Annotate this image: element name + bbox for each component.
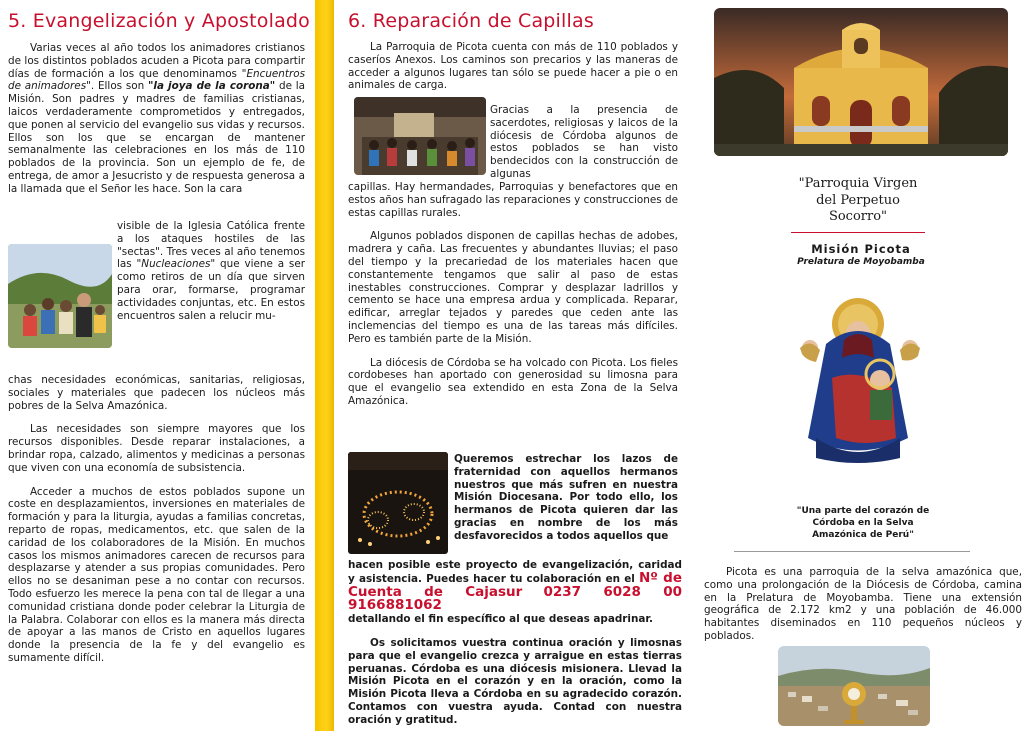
photo-children-group: [8, 244, 112, 348]
col2-wrap-text: [490, 104, 678, 181]
chapel-interior-illustration: [354, 97, 486, 175]
paragraph-animadores: Varias veces al año todos los animadores cristianos de los distintos poblados acuden a Picota para compartir días de formación a los que denominamos "Encuentros de animadores". Ellos son "la joya de la corona" de la Misión. Son padres y madres de familias cristianas, laicos verdaderamente comprometidos y entregados, que ponen al servicio del evangelio sus vidas y recursos. Ellos son los que se encargan de mantener semanalmente las celebraciones en los más de 110 poblados de la provincia. Son un ejemplo de fe, de entrega, de amor a Jesucristo y de respuesta generosa a la llamada que el Señor les hace. Son la cara: [8, 42, 305, 195]
column-evangelizacion: [0, 0, 315, 731]
town-aerial-illustration: [778, 646, 930, 726]
paragraph-acceder: Acceder a muchos de estos poblados supone un coste en desplazamientos, inversiones en materiales de formación y para la liturgia, ayudas a familias concretas, reparto de ropas, medicamentos, etc. que salen de la caridad de los colaboradores de la Misión. En muchos casos los mismos animadores carecen de recursos para desplazarse y atender a sus propias comunidades. Pero ellos no se desaniman pese a no contar con recursos. Todo esfuerzo les merece la pena con tal de llegar a una comunidad cristiana donde poder celebrar la Liturgia de la Palabra. Colaborar con ellos es la manera más directa de apoyar a las manos de Cristo en aquellos lugares donde la presencia de la fe y del evangelio es sumamente difícil.: [8, 485, 305, 664]
paragraph-adobes: Algunos poblados disponen de capillas hechas de adobes, madrera y caña. Las frecuentes y abundantes lluvias; el paso del tiempo y la precariedad de los materiales hacen que constantemente tengamos que salir al paso de estas inestables construcciones. Comprar y desplazar ladrillos y cemento se hace una empresa ardua y complicada. Reparar, edificar, arreglar tejados y paredes que ceden ante las inclemencias del tiempo es una de las tareas más difíciles. Pero es también parte de la Misión.: [348, 230, 678, 345]
title-divider: [791, 232, 925, 233]
col1-text-top: [8, 42, 305, 196]
paragraph-apadrinar: detallando el fin específico al que deseas apadrinar.: [348, 613, 653, 626]
paragraph-capillas-cont: capillas. Hay hermandades, Parroquias y benefactores que en estos años han sufragado las reparaciones y construcciones de estas capillas rurales.: [348, 181, 678, 219]
parish-name-block: [791, 176, 925, 226]
paragraph-gracias-wrap: Gracias a la presencia de sacerdotes, religiosas y laicos de la diócesis de Córdoba algunos de estos poblados se han visto bendecidos con la construcción de algunas: [490, 104, 678, 180]
photo-candle-procession: [348, 452, 448, 554]
icon-virgin-perpetual-help: [796, 288, 926, 468]
motto-divider: [734, 551, 970, 552]
paragraph-recursos: Las necesidades son siempre mayores que los recursos disponibles. Desde reparar instalaciones, a brindar ropa, calzado, alimentos y medicinas a personas que viven con una economía de subsistencia.: [8, 423, 305, 474]
col2-intro: [348, 41, 678, 92]
col2-wrap-bold: [454, 453, 678, 543]
yellow-divider-stripe: [315, 0, 334, 731]
paragraph-necesidades-cont: chas necesidades económicas, sanitarias, religiosas, sociales y materiales que padecen los núcleos más pobres de la Selva Amazónica.: [8, 374, 305, 412]
column-capillas: [334, 0, 686, 731]
parish-description: Picota es una parroquia de la selva amazónica que, como una prolongación de la Diócesis de Córdoba, camina en la Prelatura de Moyobamba. Tiene una extensión geográfica de 2.172 km2 y una población de 46.000 habitantes diseminados en 110 pequeños núcleos y poblados.: [704, 566, 1022, 642]
photo-town-monstrance: [778, 646, 930, 726]
description-block: [704, 566, 1022, 643]
col2-text-bottom: [348, 559, 682, 727]
photo-church-facade: [714, 8, 1008, 156]
section-title-evangelizacion: 5. Evangelización y Apostolado: [8, 10, 311, 32]
paragraph-wrap-nucleaciones: visible de la Iglesia Católica frente a los ataques hostiles de las "sectas". Tres veces al año tenemos las "Nucleaciones" que viene a ser como retiros de un día que sirven para orar, formarse, programar actividades conjuntas, etc. En estos encuentros salen a relucir mu-: [117, 220, 305, 322]
paragraph-poblados: La Parroquia de Picota cuenta con más de 110 poblados y caseríos Anexos. Los caminos son precarios y las maneras de acceder a algunos lugares tan sólo se puede hacer a pie o en animales de carga.: [348, 41, 678, 92]
motto: "Una parte del corazón de Córdoba en la Selva Amazónica de Perú": [796, 506, 930, 540]
paragraph-colaboracion: hacen posible este proyecto de evangelización, caridad y asistencia. Puedes hacer tu colaboración en el Nº de Cuenta de Cajasur 0237 6028 00 9166881062: [348, 559, 682, 614]
prelature-name: Prelatura de Moyobamba: [797, 256, 925, 267]
paragraph-diocesis: La diócesis de Córdoba se ha volcado con Picota. Los fieles cordobeses han aportado con generosidad su limosna para que el evangelio sea extendido en esta Zona de la Selva Amazónica.: [348, 356, 678, 407]
col2-text-middle: [348, 181, 678, 408]
photo-chapel-interior: [354, 97, 486, 175]
paragraph-oracion: Os solicitamos vuestra continua oración y limosnas para que el evangelio crezca y arraigue en estas tierras peruanas. Córdoba es una diócesis misionera. Llevad la Misión Picota en el corazón y en la oración, como la Misión Picota lleva a Córdoba en su agradecido corazón. Contamos con vuestra ayuda. Contad con nuestra oración y gratitud.: [348, 636, 682, 726]
mission-block: [741, 243, 981, 268]
col1-wrap-text: [117, 220, 305, 322]
section-title-capillas: 6. Reparación de Capillas: [348, 10, 594, 32]
column-cover: [696, 0, 1029, 731]
motto-block: [791, 505, 935, 541]
church-illustration: [714, 8, 1008, 156]
children-photo-illustration: [8, 244, 112, 348]
col1-text-bottom: [8, 374, 305, 665]
parish-name: "Parroquia Virgen del Perpetuo Socorro": [798, 176, 918, 224]
candles-night-illustration: [348, 452, 448, 554]
paragraph-fraternidad-wrap: Queremos estrechar los lazos de fraternidad con aquellos hermanos nuestros que más sufren en nuestra Misión Diocesana. Por todo ello, los hermanos de Picota quieren dar las gracias en nombre de los más desfavorecidos a todos aquellos que: [454, 453, 678, 542]
mission-name: Misión Picota: [811, 242, 911, 256]
virgin-icon-illustration: [796, 288, 926, 468]
